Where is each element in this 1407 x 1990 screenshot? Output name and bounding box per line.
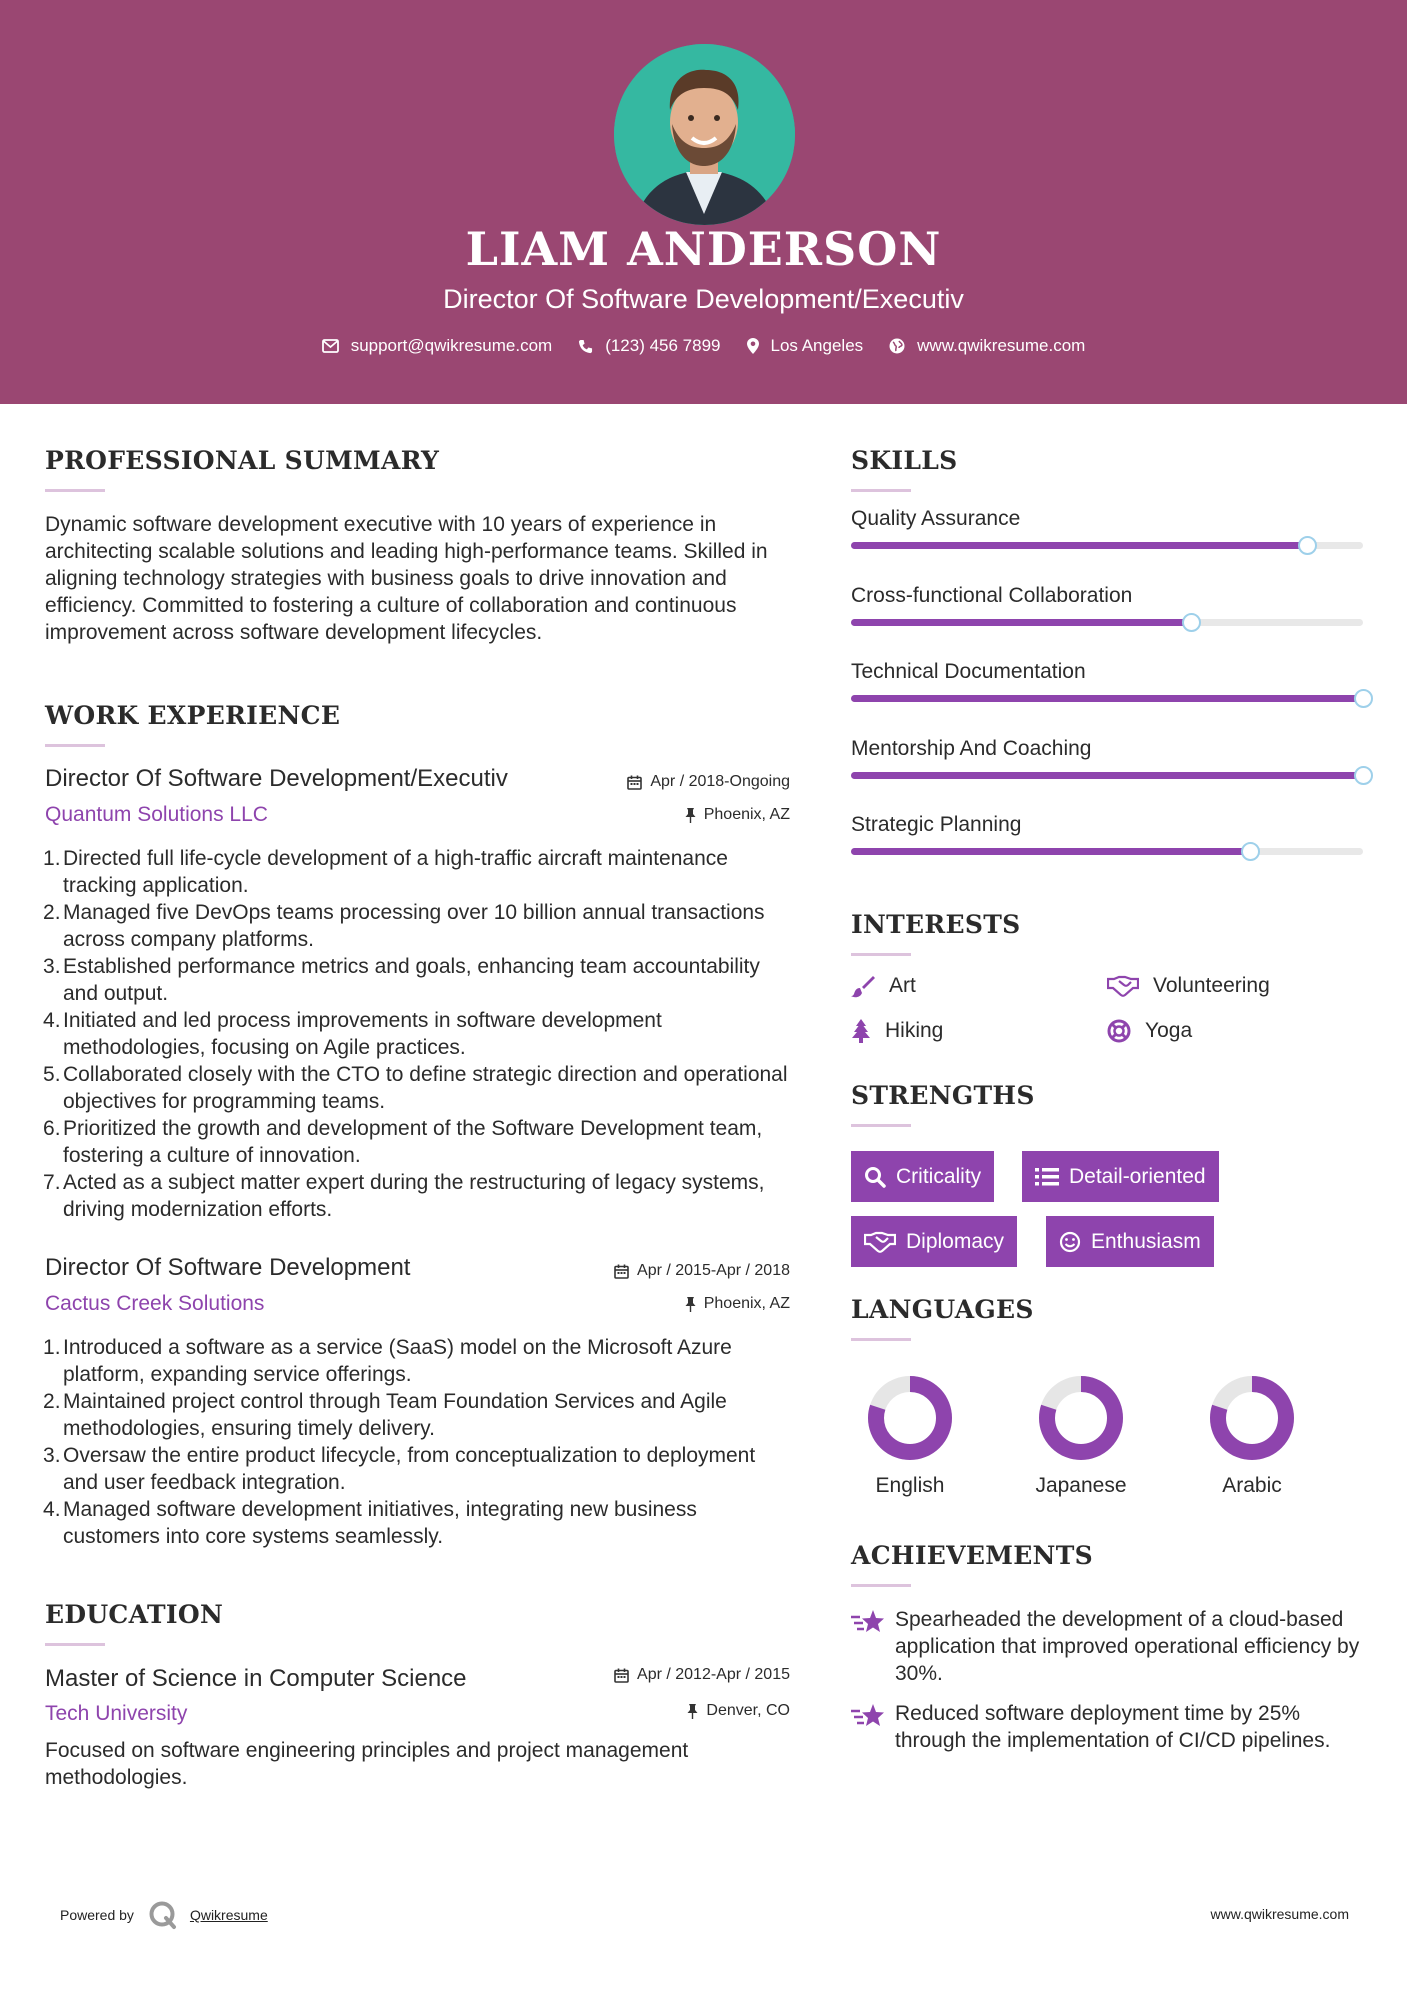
contact-website[interactable] (889, 336, 1085, 356)
strength-label: Criticality (896, 1164, 982, 1188)
language-label: English (875, 1474, 945, 1497)
paintbrush-icon (851, 974, 875, 998)
contact-bar (0, 336, 1407, 356)
interest-yoga (1107, 1019, 1192, 1043)
list-item: Established performance metrics and goals, enhancing team accountability and output. (63, 955, 760, 1005)
interest-label: Hiking (885, 1019, 944, 1042)
education-dates-text: Apr / 2012-Apr / 2015 (637, 1666, 790, 1683)
skill-name: Strategic Planning (851, 813, 1022, 836)
skill-name: Cross-functional Collaboration (851, 583, 1133, 607)
achievement-item (851, 1700, 1365, 1754)
summary-divider (45, 489, 105, 492)
person-avatar-icon (614, 44, 795, 225)
summary-heading: PROFESSIONAL SUMMARY (45, 446, 440, 475)
achievement-item (851, 1606, 1365, 1687)
job-dates-text: Apr / 2015-Apr / 2018 (637, 1262, 790, 1279)
language-label: Arabic (1222, 1474, 1282, 1497)
strength-label: Diplomacy (906, 1229, 1005, 1253)
list-icon (1035, 1167, 1059, 1187)
interests-divider (851, 953, 911, 956)
skill-level-knob (1354, 766, 1373, 785)
strengths-heading: STRENGTHS (851, 1081, 1035, 1110)
strength-tag (851, 1216, 1017, 1267)
tree-icon (851, 1019, 871, 1043)
degree-title: Master of Science in Computer Science (45, 1665, 467, 1692)
contact-email[interactable] (322, 336, 553, 356)
language-level-ring (1026, 1370, 1136, 1466)
skill-bar (851, 619, 1363, 626)
education-heading: EDUCATION (45, 1600, 224, 1629)
list-item: Acted as a subject matter expert during the restructuring of legacy systems, driving modernization efforts. (63, 1171, 765, 1221)
language-level-ring (855, 1370, 965, 1466)
education-location (687, 1702, 790, 1720)
calendar-icon (627, 775, 642, 790)
achievement-text: Reduced software deployment time by 25% through the implementation of CI/CD pipelines. (895, 1702, 1331, 1752)
smile-icon (1059, 1231, 1081, 1253)
envelope-icon (322, 339, 339, 353)
list-item: Managed five DevOps teams processing over 10 billion annual transactions across company platforms. (63, 901, 765, 951)
powered-by-label: Powered by (60, 1907, 134, 1923)
skill-bar (851, 848, 1363, 855)
globe-icon (889, 338, 905, 354)
skills-heading: SKILLS (851, 446, 958, 475)
interest-label: Art (889, 974, 916, 997)
job-location-text: Phoenix, AZ (703, 1295, 790, 1312)
skill-bar-fill (851, 772, 1363, 779)
qwikresume-logo-icon (148, 1900, 178, 1930)
skill-bar-fill (851, 619, 1191, 626)
language-item (1197, 1370, 1307, 1497)
skill-level-knob (1298, 536, 1317, 555)
school-name: Tech University (45, 1702, 188, 1725)
lifering-icon (1107, 1019, 1131, 1043)
strength-label: Enthusiasm (1091, 1229, 1201, 1253)
achievements-divider (851, 1584, 911, 1587)
job-duties-list (45, 845, 790, 1223)
contact-phone[interactable] (578, 336, 720, 356)
list-item: Initiated and led process improvements in software development methodologies, focusing on Agile practices. (63, 1009, 662, 1059)
phone-icon (578, 339, 593, 354)
candidate-name: LIAM ANDERSON (465, 222, 942, 276)
pushpin-icon (685, 1297, 696, 1312)
skill-bar (851, 772, 1363, 779)
strength-tag (851, 1151, 994, 1202)
skill-name: Mentorship And Coaching (851, 736, 1092, 760)
brand-link[interactable]: Qwikresume (189, 1907, 268, 1923)
phone-text: (123) 456 7899 (605, 336, 721, 355)
languages-divider (851, 1338, 911, 1341)
resume-header (0, 0, 1407, 404)
languages-heading: LANGUAGES (851, 1295, 1034, 1324)
strengths-divider (851, 1124, 911, 1127)
skill-name: Quality Assurance (851, 507, 1021, 530)
handshake-icon (1107, 975, 1139, 997)
website-text: www.qwikresume.com (917, 336, 1086, 355)
achievement-text: Spearheaded the development of a cloud-based application that improved operational efficiency by 30%. (895, 1608, 1360, 1685)
contact-location (747, 336, 864, 356)
job-dates-text: Apr / 2018-Ongoing (650, 773, 790, 790)
list-item: Collaborated closely with the CTO to define strategic direction and operational objectives for programming teams. (63, 1063, 788, 1113)
education-location-text: Denver, CO (706, 1702, 790, 1719)
language-item (1026, 1370, 1136, 1497)
job-duties-list (45, 1334, 790, 1550)
skill-name: Technical Documentation (851, 660, 1086, 683)
interests-heading: INTERESTS (851, 910, 1021, 939)
location-text: Los Angeles (770, 336, 864, 355)
interest-hiking (851, 1019, 943, 1043)
list-item: Directed full life-cycle development of a high-traffic aircraft maintenance tracking application. (63, 847, 728, 897)
company-name: Quantum Solutions LLC (45, 803, 268, 826)
skill-bar-fill (851, 542, 1307, 549)
education-divider (45, 1643, 105, 1646)
language-item (855, 1370, 965, 1497)
job-location (685, 806, 790, 824)
skill-bar (851, 542, 1363, 549)
experience-heading: WORK EXPERIENCE (45, 701, 341, 730)
company-name: Cactus Creek Solutions (45, 1292, 265, 1315)
interest-volunteering (1107, 974, 1270, 998)
strength-tag (1046, 1216, 1214, 1267)
handshake-icon (864, 1231, 896, 1253)
job-dates (614, 1262, 790, 1280)
interest-label: Volunteering (1153, 974, 1270, 997)
skills-divider (851, 489, 911, 492)
shooting-star-icon (851, 1702, 885, 1730)
search-icon (864, 1166, 886, 1188)
skill-bar-fill (851, 695, 1363, 702)
job-dates (627, 773, 790, 791)
pushpin-icon (687, 1704, 698, 1719)
interest-label: Yoga (1145, 1019, 1193, 1042)
list-item: Maintained project control through Team Foundation Services and Agile methodologies, ensuring timely delivery. (63, 1390, 727, 1440)
job-title: Director Of Software Development (45, 1254, 411, 1281)
list-item: Oversaw the entire product lifecycle, from conceptualization to deployment and user feedback integration. (63, 1444, 756, 1494)
job-location-text: Phoenix, AZ (703, 806, 790, 823)
education-dates (614, 1666, 790, 1684)
list-item: Managed software development initiatives, integrating new business customers into core systems seamlessly. (63, 1498, 697, 1548)
skill-bar (851, 695, 1363, 702)
powered-by (60, 1900, 268, 1930)
skill-level-knob (1241, 842, 1260, 861)
skill-bar-fill (851, 848, 1250, 855)
language-level-ring (1197, 1370, 1307, 1466)
achievements-heading: ACHIEVEMENTS (851, 1541, 1093, 1570)
job-location (685, 1295, 790, 1313)
list-item: Introduced a software as a service (SaaS) model on the Microsoft Azure platform, expanding service offerings. (63, 1336, 732, 1386)
pushpin-icon (685, 808, 696, 823)
strength-tag (1022, 1151, 1219, 1202)
language-label: Japanese (1035, 1474, 1127, 1497)
skill-level-knob (1354, 689, 1373, 708)
experience-divider (45, 744, 105, 747)
education-text: Focused on software engineering principles and project management methodologies. (45, 1739, 689, 1789)
job-title: Director Of Software Development/Executiv (45, 765, 508, 792)
footer-url[interactable]: www.qwikresume.com (1210, 1906, 1349, 1922)
strength-label: Detail-oriented (1069, 1164, 1206, 1188)
calendar-icon (614, 1668, 629, 1683)
shooting-star-icon (851, 1608, 885, 1636)
skill-level-knob (1182, 613, 1201, 632)
list-item: Prioritized the growth and development of the Software Development team, fostering a culture of innovation. (63, 1117, 763, 1167)
map-pin-icon (747, 338, 759, 354)
email-text: support@qwikresume.com (350, 336, 553, 355)
summary-text: Dynamic software development executive with 10 years of experience in architecting scalable solutions and leading high-performance teams. Skilled in aligning technology strategies with business goals to drive innovation and efficiency. Committed to fostering a culture of collaboration and continuous improvement across software development lifecycles. (45, 513, 768, 644)
calendar-icon (614, 1264, 629, 1279)
interest-art (851, 974, 916, 998)
profile-photo (614, 44, 795, 225)
candidate-title: Director Of Software Development/Executiv (443, 284, 964, 314)
